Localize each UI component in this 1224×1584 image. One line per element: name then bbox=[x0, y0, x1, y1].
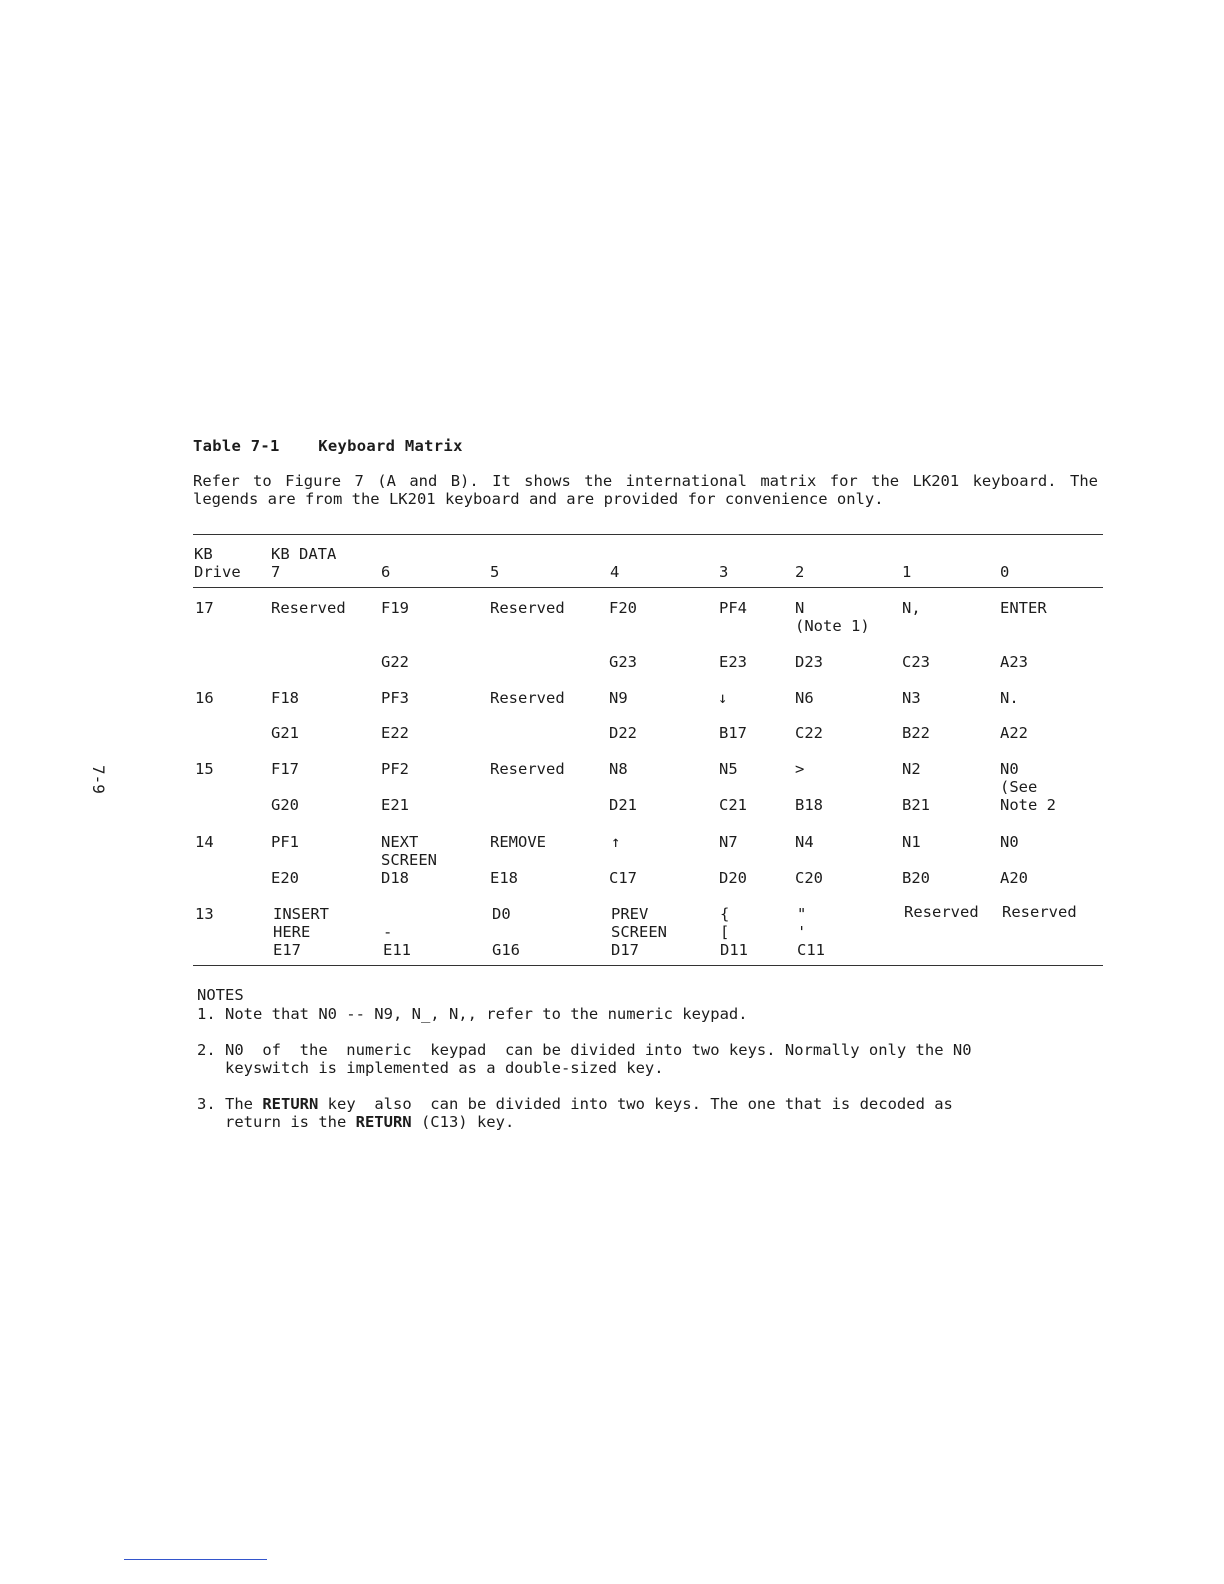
page-number: 7-9 bbox=[89, 765, 108, 794]
row-13b-c6: E11 bbox=[383, 941, 411, 959]
row-13b-c7: E17 bbox=[273, 941, 301, 959]
row-13-c2: " ' bbox=[797, 905, 807, 941]
row-15b-c1: B21 bbox=[902, 796, 930, 814]
note-3-suffix: key also can be divided into two keys. The one that is decoded as bbox=[318, 1095, 953, 1113]
row-13b-c5: G16 bbox=[492, 941, 520, 959]
note-3b-return-keyword: RETURN bbox=[355, 1113, 412, 1131]
up-arrow-icon: ↑ bbox=[611, 833, 621, 851]
header-drive: Drive bbox=[194, 563, 241, 581]
row-14b-c6: D18 bbox=[381, 869, 409, 887]
row-15b-c6: E21 bbox=[381, 796, 409, 814]
row-16-c6: PF3 bbox=[381, 689, 409, 707]
intro-paragraph: Refer to Figure 7 (A and B). It shows the international matrix for the LK201 keyboard. The legends are from the LK201 keyboard and are provided for convenience only. bbox=[193, 472, 1098, 508]
header-col-6: 6 bbox=[381, 563, 391, 581]
header-kb-data: KB DATA bbox=[271, 545, 337, 563]
row-17-c6: F19 bbox=[381, 599, 409, 617]
row-17b-c2: D23 bbox=[795, 653, 823, 671]
row-16b-c0: A22 bbox=[1000, 724, 1028, 742]
table-title: Keyboard Matrix bbox=[318, 437, 463, 455]
header-col-7: 7 bbox=[271, 563, 281, 581]
row-16-c1: N3 bbox=[902, 689, 921, 707]
row-16-c0: N. bbox=[1000, 689, 1019, 707]
row-15-c6: PF2 bbox=[381, 760, 409, 778]
row-14b-c4: C17 bbox=[609, 869, 637, 887]
header-col-5: 5 bbox=[490, 563, 500, 581]
row-16b-c1: B22 bbox=[902, 724, 930, 742]
row-17-c7: Reserved bbox=[271, 599, 346, 617]
row-14-drive: 14 bbox=[195, 833, 214, 851]
row-16-drive: 16 bbox=[195, 689, 214, 707]
row-15-c4: N8 bbox=[609, 760, 628, 778]
row-14-c1: N1 bbox=[902, 833, 921, 851]
header-col-0: 0 bbox=[1000, 563, 1010, 581]
row-14b-c0: A20 bbox=[1000, 869, 1028, 887]
row-13-c6: - bbox=[383, 923, 393, 941]
row-17b-c0: A23 bbox=[1000, 653, 1028, 671]
row-15-c3: N5 bbox=[719, 760, 738, 778]
row-13-c1: Reserved bbox=[904, 903, 979, 921]
row-16b-c4: D22 bbox=[609, 724, 637, 742]
table-caption bbox=[193, 437, 463, 455]
row-17-c4: F20 bbox=[609, 599, 637, 617]
row-17b-c4: G23 bbox=[609, 653, 637, 671]
row-14-c7: PF1 bbox=[271, 833, 299, 851]
row-15b-c4: D21 bbox=[609, 796, 637, 814]
row-14-c6: NEXT SCREEN bbox=[381, 833, 437, 869]
row-14-c2: N4 bbox=[795, 833, 814, 851]
row-15b-c3: C21 bbox=[719, 796, 747, 814]
footer-line bbox=[124, 1559, 267, 1560]
row-15-drive: 15 bbox=[195, 760, 214, 778]
row-14b-c2: C20 bbox=[795, 869, 823, 887]
row-17-c0: ENTER bbox=[1000, 599, 1047, 617]
row-13-c4: PREV SCREEN bbox=[611, 905, 667, 941]
row-17-drive: 17 bbox=[195, 599, 214, 617]
header-col-1: 1 bbox=[902, 563, 912, 581]
row-14b-c5: E18 bbox=[490, 869, 518, 887]
table-number: Table 7-1 bbox=[193, 437, 280, 455]
row-15-c1: N2 bbox=[902, 760, 921, 778]
header-col-4: 4 bbox=[610, 563, 620, 581]
row-16b-c7: G21 bbox=[271, 724, 299, 742]
note-3-prefix: 3. The bbox=[197, 1095, 263, 1113]
header-kb: KB bbox=[194, 545, 213, 563]
note-3-line-1 bbox=[197, 1095, 953, 1113]
row-13-c7: INSERT HERE bbox=[273, 905, 329, 941]
note-1: 1. Note that N0 -- N9, N_, N,, refer to the numeric keypad. bbox=[197, 1005, 748, 1023]
row-17b-c6: G22 bbox=[381, 653, 409, 671]
table-top-rule bbox=[193, 534, 1103, 535]
row-14-c3: N7 bbox=[719, 833, 738, 851]
header-col-2: 2 bbox=[795, 563, 805, 581]
note-3-return-keyword: RETURN bbox=[262, 1095, 319, 1113]
notes-heading: NOTES bbox=[197, 986, 244, 1004]
note-2-line-2: keyswitch is implemented as a double-sized key. bbox=[197, 1059, 664, 1077]
row-15-c2: > bbox=[795, 760, 805, 778]
row-14-c5: REMOVE bbox=[490, 833, 546, 851]
row-13b-c4: D17 bbox=[611, 941, 639, 959]
note-2-line-1: 2. N0 of the numeric keypad can be divided into two keys. Normally only the N0 bbox=[197, 1041, 972, 1059]
row-16b-c2: C22 bbox=[795, 724, 823, 742]
row-17-c3: PF4 bbox=[719, 599, 747, 617]
row-16-c7: F18 bbox=[271, 689, 299, 707]
row-14b-c7: E20 bbox=[271, 869, 299, 887]
row-17b-c3: E23 bbox=[719, 653, 747, 671]
row-13-c5: D0 bbox=[492, 905, 511, 923]
row-16-c4: N9 bbox=[609, 689, 628, 707]
header-col-3: 3 bbox=[719, 563, 729, 581]
row-14-c0: N0 bbox=[1000, 833, 1019, 851]
row-17-c1: N, bbox=[902, 599, 921, 617]
row-14b-c3: D20 bbox=[719, 869, 747, 887]
row-13-c3: { [ bbox=[720, 905, 730, 941]
row-16b-c3: B17 bbox=[719, 724, 747, 742]
row-13b-c3: D11 bbox=[720, 941, 748, 959]
row-17-c2: N (Note 1) bbox=[795, 599, 870, 635]
row-13-c0: Reserved bbox=[1002, 903, 1077, 921]
note-3b-suffix: (C13) key. bbox=[411, 1113, 515, 1131]
row-15-c5: Reserved bbox=[490, 760, 565, 778]
note-3b-prefix: return is the bbox=[197, 1113, 356, 1131]
row-16-c2: N6 bbox=[795, 689, 814, 707]
note-3-line-2 bbox=[197, 1113, 514, 1131]
row-17-c5: Reserved bbox=[490, 599, 565, 617]
row-15-c7: F17 bbox=[271, 760, 299, 778]
header-rule bbox=[193, 587, 1103, 588]
row-16-c5: Reserved bbox=[490, 689, 565, 707]
row-15b-c7: G20 bbox=[271, 796, 299, 814]
row-14b-c1: B20 bbox=[902, 869, 930, 887]
row-17b-c1: C23 bbox=[902, 653, 930, 671]
row-16b-c6: E22 bbox=[381, 724, 409, 742]
down-arrow-icon: ↓ bbox=[718, 689, 728, 707]
row-13-drive: 13 bbox=[195, 905, 214, 923]
row-15b-c2: B18 bbox=[795, 796, 823, 814]
row-15-c0: N0 (See Note 2 bbox=[1000, 760, 1056, 814]
table-bottom-rule bbox=[193, 965, 1103, 966]
row-13b-c2: C11 bbox=[797, 941, 825, 959]
